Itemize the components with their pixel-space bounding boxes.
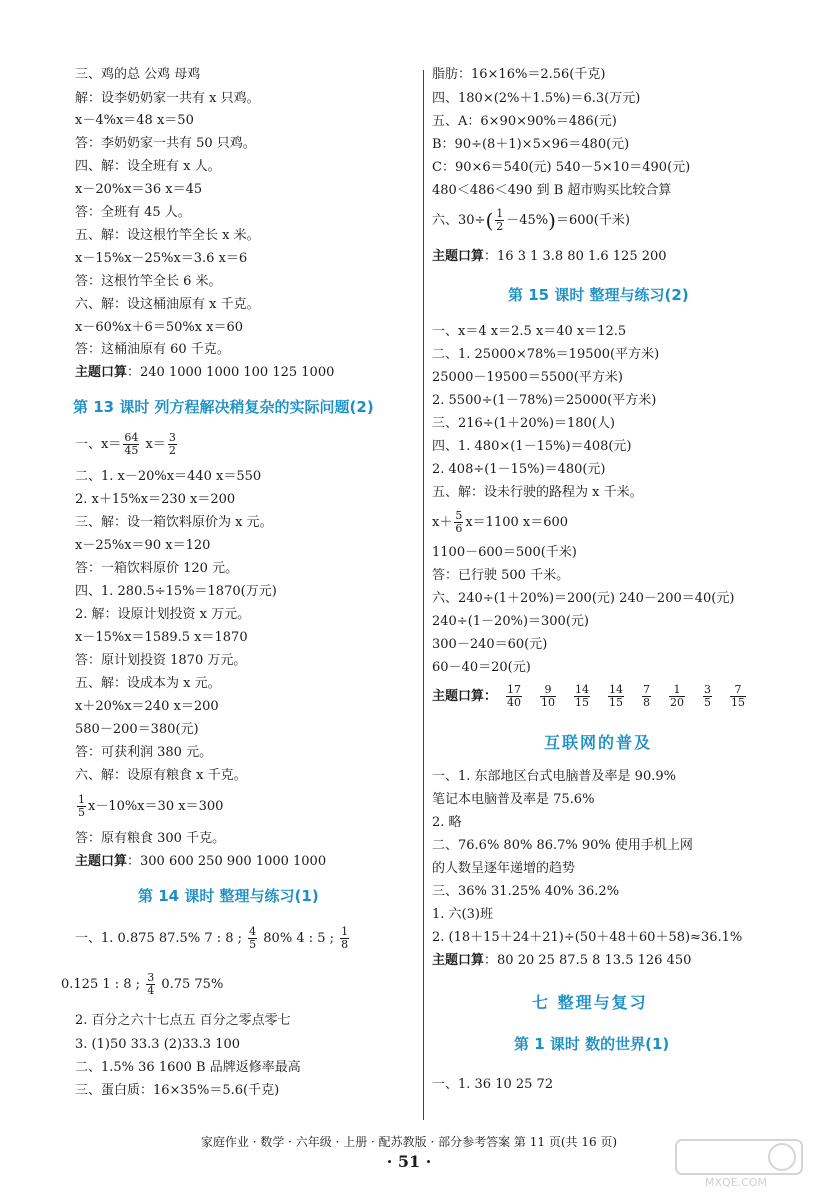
fraction bbox=[248, 926, 257, 951]
text-line: 2. 百分之六十七点五 百分之零点零七 bbox=[75, 1013, 291, 1028]
text-segment: x＝1100 x＝600 bbox=[465, 515, 569, 530]
mental-math-line bbox=[432, 952, 691, 970]
mental-math-values: ：16 3 1 3.8 80 1.6 125 200 bbox=[484, 249, 667, 264]
text-line: x＋20%x＝240 x＝200 bbox=[75, 699, 219, 714]
text-line: 四、解：设全班有 x 人。 bbox=[75, 159, 221, 174]
text-line: 答：这根竹竿全长 6 米。 bbox=[75, 274, 222, 289]
text-line: 答：原有粮食 300 千克。 bbox=[75, 831, 226, 846]
text-segment: 一、1. 0.875 87.5% 7 : 8 ; bbox=[75, 931, 247, 946]
fraction bbox=[703, 684, 712, 709]
fraction bbox=[574, 684, 590, 709]
mental-math-line bbox=[75, 853, 326, 871]
text-line: 四、1. 280.5÷15%＝1870(万元) bbox=[75, 584, 277, 599]
mental-math-label: 主题口算 bbox=[75, 365, 128, 380]
mental-math-fractions-line bbox=[432, 684, 755, 709]
fraction-denominator: 45 bbox=[124, 444, 139, 457]
mental-math-values: ：80 20 25 87.5 8 13.5 126 450 bbox=[484, 953, 692, 968]
text-line: 五、解：设这根竹竿全长 x 米。 bbox=[75, 228, 260, 243]
text-line: x－4%x＝48 x＝50 bbox=[75, 113, 194, 128]
page-number: · 51 · bbox=[386, 1152, 432, 1171]
chapter-7-heading: 七 整理与复习 bbox=[532, 993, 648, 1012]
fraction-numerator: 3 bbox=[704, 683, 712, 696]
colon: ： bbox=[484, 689, 498, 704]
fraction bbox=[77, 794, 86, 819]
paren-open: ( bbox=[485, 208, 494, 233]
chapter-7-lesson-1-heading: 第 1 课时 数的世界(1) bbox=[514, 1035, 670, 1053]
text-line: 三、36% 31.25% 40% 36.2% bbox=[432, 884, 620, 899]
text-line: 笔记本电脑普及率是 75.6% bbox=[432, 792, 595, 807]
watermark-logo bbox=[674, 1138, 804, 1190]
fraction-denominator: 20 bbox=[670, 696, 685, 709]
text-line: 答：原计划投资 1870 万元。 bbox=[75, 653, 247, 668]
fraction-numerator: 7 bbox=[730, 684, 746, 697]
column-divider bbox=[423, 70, 424, 1120]
mental-math-label: 主题口算 bbox=[432, 953, 485, 968]
fraction-denominator: 15 bbox=[575, 696, 590, 709]
fraction-numerator: 7 bbox=[643, 683, 651, 696]
text-line: 2. 408÷(1－15%)＝480(元) bbox=[432, 462, 606, 477]
text-line: 60－40＝20(元) bbox=[432, 660, 531, 675]
fraction-denominator: 15 bbox=[731, 696, 746, 709]
text-line bbox=[61, 972, 223, 997]
text-line: 二、1.5% 36 1600 B 品牌返修率最高 bbox=[75, 1060, 301, 1075]
text-line: x－15%x－25%x＝3.6 x＝6 bbox=[75, 251, 248, 266]
page-footer: 家庭作业 · 数学 · 六年级 · 上册 · 配苏教版 · 部分参考答案 第 11 页(共 16 页) bbox=[200, 1135, 618, 1149]
fraction-numerator: 3 bbox=[147, 971, 155, 984]
text-segment: ＝600(千米) bbox=[555, 213, 630, 228]
fraction-denominator: 8 bbox=[341, 938, 349, 951]
text-line: 580－200＝380(元) bbox=[75, 722, 199, 737]
fraction-numerator: 14 bbox=[575, 683, 590, 696]
text-line: 2. 略 bbox=[432, 815, 462, 830]
internet-section-heading: 互联网的普及 bbox=[544, 733, 653, 752]
text-line: 240÷(1－20%)＝300(元) bbox=[432, 614, 589, 629]
fraction bbox=[608, 684, 624, 709]
text-line: 六、解：设这桶油原有 x 千克。 bbox=[75, 297, 260, 312]
fraction bbox=[540, 684, 556, 709]
text-line: 脂肪：16×16%＝2.56(千克) bbox=[432, 67, 606, 82]
text-line: 解：设李奶奶家一共有 x 只鸡。 bbox=[75, 91, 260, 106]
text-line: 答：李奶奶家一共有 50 只鸡。 bbox=[75, 136, 256, 151]
text-line: 25000－19500＝5500(平方米) bbox=[432, 370, 623, 385]
fraction-numerator: 1 bbox=[496, 207, 504, 220]
mental-math-label: 主题口算 bbox=[432, 689, 485, 704]
paren-close: ) bbox=[548, 208, 556, 233]
text-segment: 0.75 75% bbox=[157, 977, 224, 992]
mental-math-values: ：300 600 250 900 1000 1000 bbox=[127, 854, 327, 869]
text-line: 2. 解：设原计划投资 x 万元。 bbox=[75, 607, 251, 622]
fraction-denominator: 2 bbox=[496, 220, 504, 233]
text-line: x－15%x＝1589.5 x＝1870 bbox=[75, 630, 248, 645]
text-line bbox=[432, 510, 568, 535]
fraction-numerator: 3 bbox=[168, 431, 176, 444]
text-line: 二、1. 25000×78%＝19500(平方米) bbox=[432, 347, 660, 362]
fraction-numerator: 5 bbox=[455, 509, 463, 522]
fraction bbox=[168, 432, 177, 457]
text-line: 答：可获利润 380 元。 bbox=[75, 745, 213, 760]
text-line bbox=[75, 432, 179, 457]
text-line: 3. (1)50 33.3 (2)33.3 100 bbox=[75, 1037, 241, 1052]
fraction-numerator: 1 bbox=[669, 684, 685, 697]
fraction-denominator: 10 bbox=[541, 696, 556, 709]
fraction-denominator: 8 bbox=[643, 696, 651, 709]
fraction bbox=[123, 432, 139, 457]
fraction-denominator: 5 bbox=[704, 696, 712, 709]
text-line: x－20%x＝36 x＝45 bbox=[75, 182, 203, 197]
text-segment: 80% 4 : 5 ; bbox=[259, 931, 339, 946]
text-line: 答：一箱饮料原价 120 元。 bbox=[75, 561, 239, 576]
fraction-numerator: 4 bbox=[249, 925, 257, 938]
text-line: 答：这桶油原有 60 千克。 bbox=[75, 342, 230, 357]
text-segment: 六、30÷ bbox=[432, 213, 486, 228]
text-line: x－25%x＝90 x＝120 bbox=[75, 538, 211, 553]
text-segment: 一、x＝ bbox=[75, 437, 122, 452]
text-line: 1100－600＝500(千米) bbox=[432, 545, 577, 560]
text-line: 2. x＋15%x＝230 x＝200 bbox=[75, 492, 236, 507]
text-line: x－60%x＋6＝50%x x＝60 bbox=[75, 320, 244, 335]
fraction bbox=[669, 684, 685, 709]
text-line bbox=[432, 208, 630, 233]
fraction-denominator: 40 bbox=[507, 696, 522, 709]
lesson-13-heading: 第 13 课时 列方程解决稍复杂的实际问题(2) bbox=[73, 398, 374, 416]
text-line: 1. 六(3)班 bbox=[432, 907, 493, 922]
fraction-denominator: 4 bbox=[147, 984, 155, 997]
text-line: 二、1. x－20%x＝440 x＝550 bbox=[75, 469, 262, 484]
fraction-numerator: 17 bbox=[507, 683, 522, 696]
text-line: 四、180×(2%＋1.5%)＝6.3(万元) bbox=[432, 91, 641, 106]
text-segment: 0.125 1 : 8 ; bbox=[61, 977, 145, 992]
text-line: 一、x＝4 x＝2.5 x＝40 x＝12.5 bbox=[432, 324, 627, 339]
text-line bbox=[75, 794, 223, 819]
fraction-denominator: 5 bbox=[249, 938, 257, 951]
mental-math-line bbox=[432, 248, 667, 266]
text-line: 答：全班有 45 人。 bbox=[75, 205, 191, 220]
text-line: 五、A：6×90×90%＝486(元) bbox=[432, 114, 617, 129]
text-segment: x＝ bbox=[141, 437, 166, 452]
fraction-numerator: 14 bbox=[609, 683, 624, 696]
fraction bbox=[642, 684, 651, 709]
mental-math-label: 主题口算 bbox=[75, 854, 128, 869]
fraction-denominator: 5 bbox=[78, 806, 85, 819]
lesson-15-heading: 第 15 课时 整理与练习(2) bbox=[508, 286, 689, 304]
fraction bbox=[340, 926, 349, 951]
mental-math-values: ：240 1000 1000 100 125 1000 bbox=[127, 365, 335, 380]
fraction bbox=[454, 510, 463, 535]
text-line: 300－240＝60(元) bbox=[432, 637, 548, 652]
text-line: C：90×6＝540(元) 540－5×10＝490(元) bbox=[432, 160, 691, 175]
lesson-14-heading: 第 14 课时 整理与练习(1) bbox=[138, 887, 319, 905]
mental-math-line bbox=[75, 364, 334, 382]
text-line: 一、1. 东部地区台式电脑普及率是 90.9% bbox=[432, 769, 676, 784]
text-line: 三、解：设一箱饮料原价为 x 元。 bbox=[75, 515, 273, 530]
text-line: 二、76.6% 80% 86.7% 90% 使用手机上网 bbox=[432, 838, 693, 853]
text-segment: x＋ bbox=[432, 515, 453, 530]
text-line: 五、解：设未行驶的路程为 x 千米。 bbox=[432, 485, 643, 500]
fraction-denominator: 6 bbox=[455, 522, 463, 535]
text-line: 2. (18＋15＋24＋21)÷(50＋48＋60＋58)≈36.1% bbox=[432, 930, 743, 945]
fraction bbox=[146, 972, 155, 997]
fraction bbox=[495, 208, 504, 233]
text-line: 480＜486＜490 到 B 超市购买比较合算 bbox=[432, 183, 672, 198]
fraction-numerator: 64 bbox=[124, 431, 139, 444]
text-line: 2. 5500÷(1－78%)＝25000(平方米) bbox=[432, 393, 657, 408]
text-line: 的人数呈逐年递增的趋势 bbox=[432, 861, 576, 876]
fraction-numerator: 1 bbox=[341, 925, 349, 938]
fraction bbox=[506, 684, 522, 709]
fraction-list bbox=[497, 683, 755, 709]
text-line: 一、1. 36 10 25 72 bbox=[432, 1077, 554, 1092]
text-line: B：90÷(8＋1)×5×96＝480(元) bbox=[432, 137, 630, 152]
text-line: 五、解：设成本为 x 元。 bbox=[75, 676, 221, 691]
fraction-denominator: 2 bbox=[168, 444, 176, 457]
text-line: 三、蛋白质：16×35%＝5.6(千克) bbox=[75, 1083, 280, 1098]
text-line: 答：已行驶 500 千米。 bbox=[432, 568, 570, 583]
text-segment: －45% bbox=[506, 213, 549, 228]
text-line: 六、240÷(1＋20%)＝200(元) 240－200＝40(元) bbox=[432, 591, 735, 606]
text-line bbox=[75, 926, 351, 951]
mental-math-label: 主题口算 bbox=[432, 249, 485, 264]
text-line: 六、解：设原有粮食 x 千克。 bbox=[75, 768, 247, 783]
text-line: 三、216÷(1＋20%)＝180(人) bbox=[432, 416, 615, 431]
text-segment: x－10%x＝30 x＝300 bbox=[88, 799, 224, 814]
text-line: 三、鸡的总 公鸡 母鸡 bbox=[75, 67, 201, 82]
fraction bbox=[730, 684, 746, 709]
fraction-denominator: 15 bbox=[609, 696, 624, 709]
text-line: 四、1. 480×(1－15%)＝408(元) bbox=[432, 439, 632, 454]
fraction-numerator: 1 bbox=[78, 793, 85, 806]
fraction-numerator: 9 bbox=[540, 684, 556, 697]
watermark-text: MXQE.COM bbox=[705, 1176, 767, 1189]
